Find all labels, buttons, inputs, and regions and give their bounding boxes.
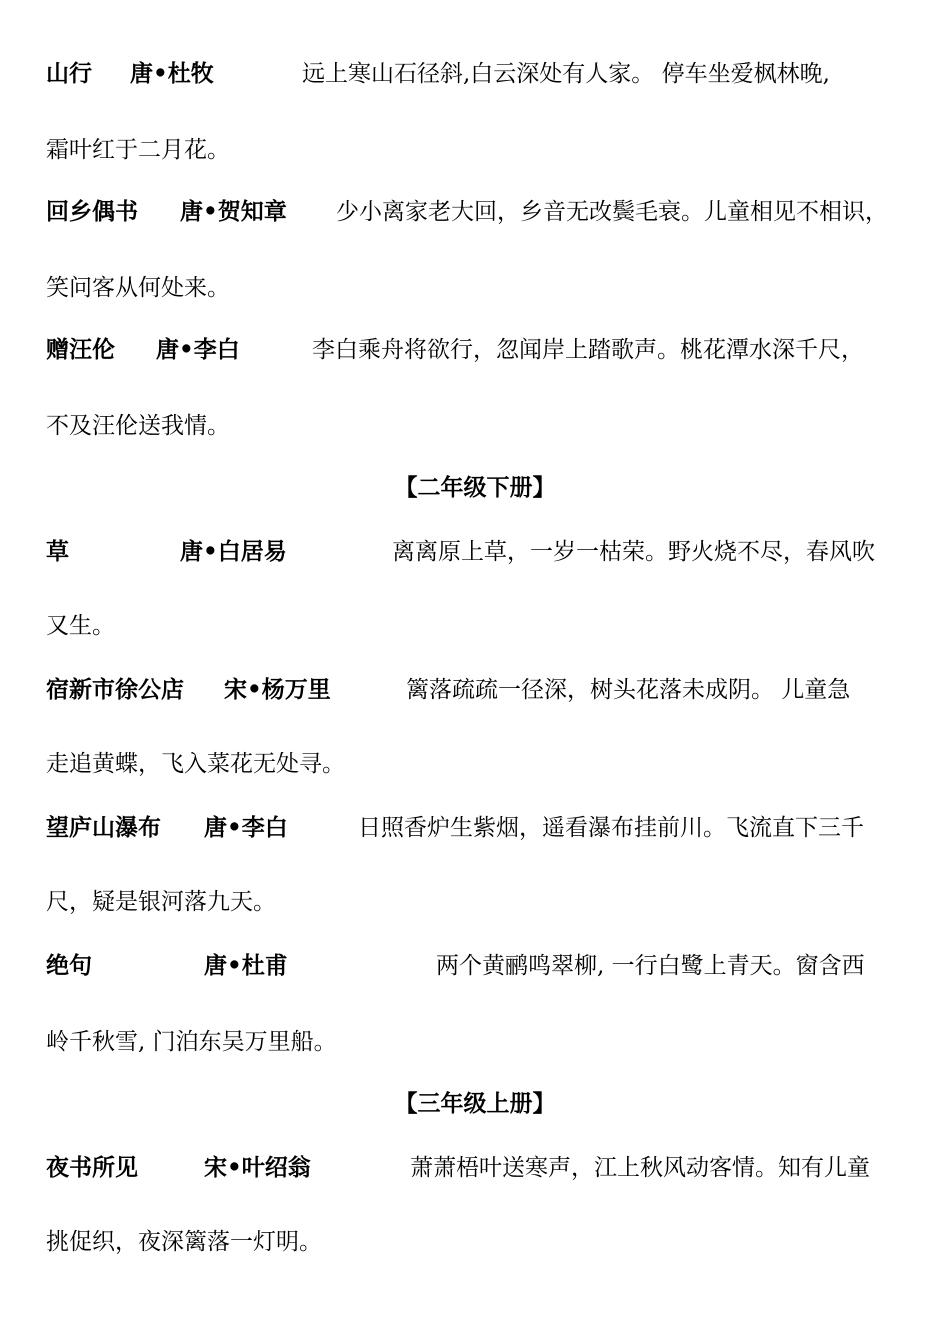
poem-text-line: 笑问客从何处来。 [46,275,230,301]
poem-text-line: 日照香炉生紫烟，遥看瀑布挂前川。飞流直下三千 [358,815,864,841]
poem-continuation-line [46,408,910,444]
poem-continuation-line [46,132,910,168]
poem-author: 唐•杜甫 [204,952,288,979]
poem-header-line [46,56,910,92]
poem-text-line: 霜叶红于二月花。 [46,137,230,163]
poem-author: 唐•李白 [204,814,288,841]
poem-continuation-line [46,608,910,644]
poem-title: 草 [46,538,69,565]
poem-text-line: 又生。 [46,613,115,639]
poem-title: 回乡偶书 [46,198,138,225]
poem-header-line [46,194,910,230]
poem-text-line: 离离原上草，一岁一枯荣。野火烧不尽，春风吹 [392,539,875,565]
poem-author: 唐•贺知章 [180,198,287,225]
poem-text-line: 远上寒山石径斜,白云深处有人家。 停车坐爱枫林晚, [302,61,830,87]
poem-title: 绝句 [46,952,92,979]
poem-header-line [46,332,910,368]
poem-text-line: 两个黄鹂鸣翠柳, 一行白鹭上青天。窗含西 [436,953,865,979]
poem-text-line: 走追黄蝶，飞入菜花无处寻。 [46,751,345,777]
poem-continuation-line [46,884,910,920]
poem-title: 山行 [46,60,92,87]
poem-text-line: 尺，疑是银河落九天。 [46,889,276,915]
poem-continuation-line [46,1024,910,1060]
poem-header-line [46,948,910,984]
poem-author: 唐•白居易 [180,538,287,565]
poem-continuation-line [46,746,910,782]
section-heading: 【二年级下册】 [394,474,556,501]
poem-text-line: 萧萧梧叶送寒声，江上秋风动客情。知有儿童 [410,1155,870,1181]
poem-author: 唐•杜牧 [130,60,214,87]
poem-text-line: 挑促织，夜深篱落一灯明。 [46,1229,322,1255]
poem-author: 宋•叶绍翁 [204,1154,311,1181]
poem-author: 宋•杨万里 [224,676,331,703]
poem-text-line: 岭千秋雪, 门泊东吴万里船。 [46,1029,337,1055]
poem-text-line: 少小离家老大回，乡音无改鬓毛衰。儿童相见不相识， [336,199,888,225]
poem-continuation-line [46,270,910,306]
poem-text-line: 李白乘舟将欲行，忽闻岸上踏歌声。桃花潭水深千尺， [312,337,864,363]
poem-title: 赠汪伦 [46,336,115,363]
poem-header-line [46,534,910,570]
poem-text-line: 不及汪伦送我情。 [46,413,230,439]
poem-text-line: 篱落疏疏一径深，树头花落未成阴。 儿童急 [406,677,851,703]
poem-title: 宿新市徐公店 [46,676,184,703]
poem-header-line [46,1150,910,1186]
poem-header-line [46,672,910,708]
poem-header-line [46,810,910,846]
poem-title: 夜书所见 [46,1154,138,1181]
section-heading: 【三年级上册】 [394,1090,556,1117]
poem-title: 望庐山瀑布 [46,814,161,841]
poem-author: 唐•李白 [156,336,240,363]
poem-continuation-line [46,1224,910,1260]
